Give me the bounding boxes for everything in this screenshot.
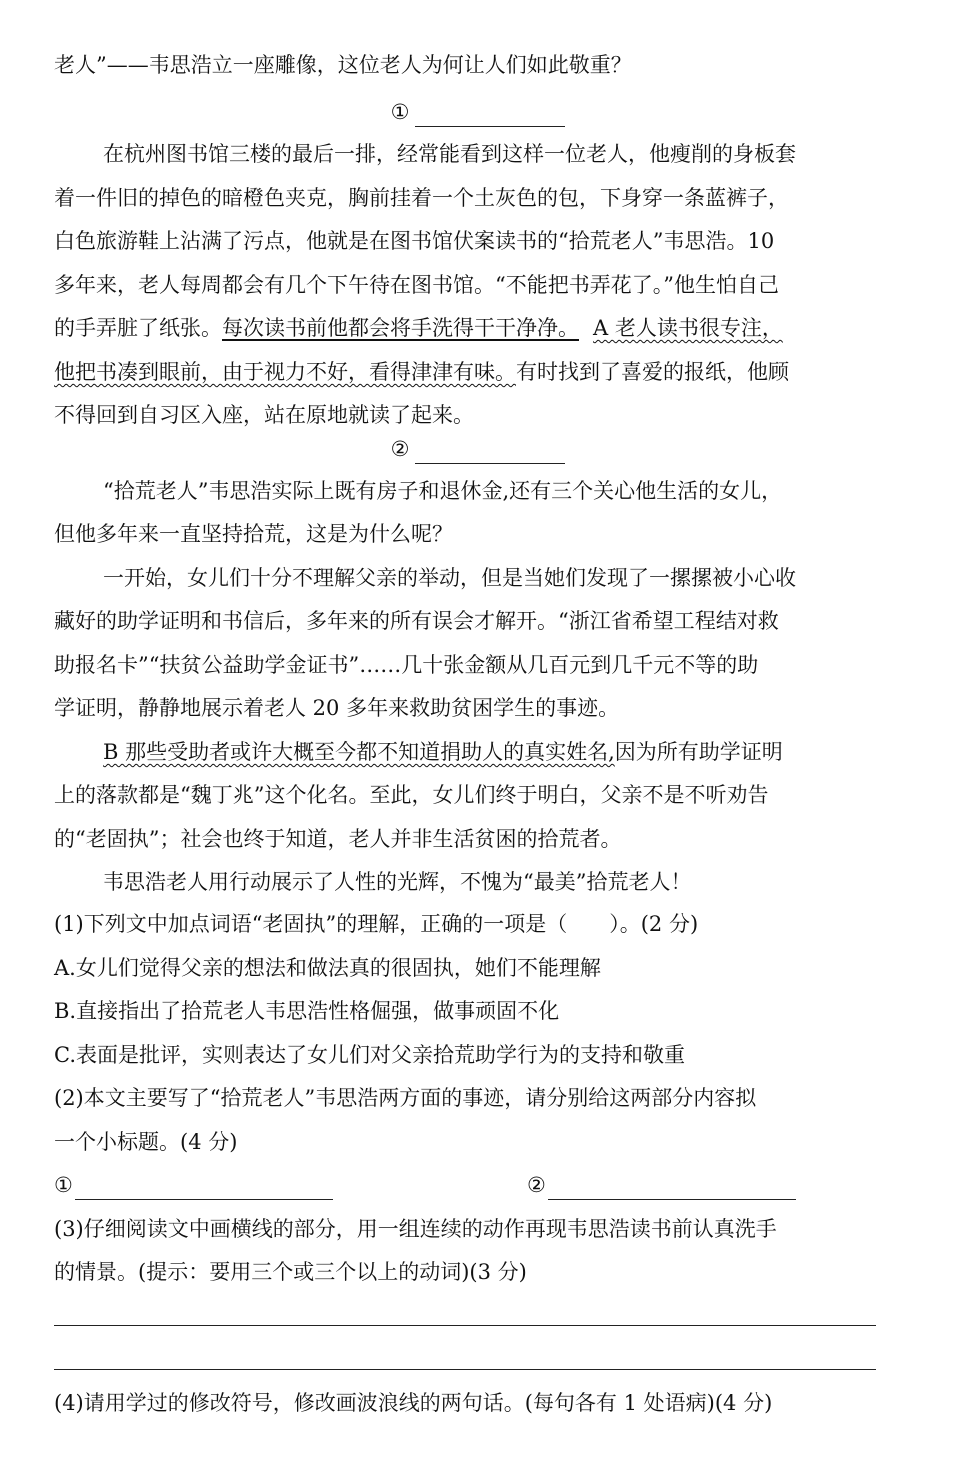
circled-marker-2: ② bbox=[390, 437, 410, 461]
wavy-sentence-a: A 老人读书很专注， bbox=[593, 316, 783, 340]
passage-line: 白色旅游鞋上沾满了污点，他就是在图书馆伏案读书的“拾荒老人”韦思浩。10 bbox=[54, 229, 775, 253]
passage-line bbox=[103, 737, 783, 767]
passage-line: “拾荒老人”韦思浩实际上既有房子和退休金,还有三个关心他生活的女儿， bbox=[103, 479, 783, 503]
question-3-cont: 的情景。(提示：要用三个或三个以上的动词)(3 分) bbox=[54, 1260, 527, 1284]
passage-line: 着一件旧的掉色的暗橙色夹克，胸前挂着一个土灰色的包，下身穿一条蓝裤子， bbox=[54, 186, 789, 210]
passage-line: 学证明，静静地展示着老人 20 多年来救助贫困学生的事迹。 bbox=[54, 696, 620, 720]
answer-line[interactable] bbox=[75, 1177, 333, 1200]
passage-line: 老人”——韦思浩立一座雕像，这位老人为何让人们如此敬重？ bbox=[54, 53, 632, 77]
answer-line[interactable] bbox=[54, 1369, 876, 1370]
circled-marker-1: ① bbox=[390, 100, 410, 124]
question-4: (4)请用学过的修改符号，修改画波浪线的两句话。(每句各有 1 处语病)(4 分) bbox=[54, 1391, 773, 1415]
question-2: (2)本文主要写了“拾荒老人”韦思浩两方面的事迹，请分别给这两部分内容拟 bbox=[54, 1086, 757, 1110]
passage-line bbox=[54, 357, 789, 387]
underlined-sentence: 每次读书前他都会将手洗得干干净净。 bbox=[222, 316, 579, 340]
passage-line: 助报名卡”“扶贫公益助学金证书”……几十张金额从几百元到几千元不等的助 bbox=[54, 653, 759, 677]
question-1-option-b[interactable]: B.直接指出了拾荒老人韦思浩性格倔强，做事顽固不化 bbox=[54, 999, 560, 1023]
subtitle-blank-2[interactable] bbox=[0, 434, 956, 464]
passage-line: 上的落款都是“魏丁兆”这个化名。至此，女儿们终于明白，父亲不是不听劝告 bbox=[54, 783, 769, 807]
passage-line: 藏好的助学证明和书信后，多年来的所有误会才解开。“浙江省希望工程结对救 bbox=[54, 609, 779, 633]
question-1-option-a[interactable]: A.女儿们觉得父亲的想法和做法真的很固执，她们不能理解 bbox=[54, 956, 601, 980]
passage-text: 的手弄脏了纸张。 bbox=[54, 316, 222, 340]
passage-text: 有时找到了喜爱的报纸，他顾 bbox=[516, 360, 789, 384]
passage-line: 一开始，女儿们十分不理解父亲的举动，但是当她们发现了一摞摞被小心收 bbox=[103, 566, 796, 590]
question-3: (3)仔细阅读文中画横线的部分，用一组连续的动作再现韦思浩读书前认真洗手 bbox=[54, 1217, 777, 1241]
question-2-cont: 一个小标题。(4 分) bbox=[54, 1130, 238, 1154]
question-1-option-c[interactable]: C.表面是批评，实则表达了女儿们对父亲拾荒助学行为的支持和敬重 bbox=[54, 1043, 685, 1067]
question-1: (1)下列文中加点词语“老固执”的理解，正确的一项是（ ）。(2 分) bbox=[54, 912, 699, 936]
circled-marker: ① bbox=[54, 1173, 73, 1197]
question-2-answer-1[interactable] bbox=[54, 1170, 333, 1200]
answer-line[interactable] bbox=[54, 1325, 876, 1326]
passage-line bbox=[54, 313, 783, 343]
wavy-sentence-b: B 那些受助者或许大概至今都不知道捐助人的真实姓名, bbox=[103, 740, 615, 764]
passage-line: 的“老固执”；社会也终于知道，老人并非生活贫困的拾荒者。 bbox=[54, 827, 622, 851]
passage-line: 在杭州图书馆三楼的最后一排，经常能看到这样一位老人，他瘦削的身板套 bbox=[103, 142, 796, 166]
subtitle-answer-line-1[interactable] bbox=[415, 104, 565, 127]
circled-marker: ② bbox=[527, 1173, 546, 1197]
passage-line: 但他多年来一直坚持拾荒，这是为什么呢？ bbox=[54, 522, 453, 546]
answer-line[interactable] bbox=[548, 1177, 796, 1200]
wavy-sentence-a-cont: 他把书凑到眼前，由于视力不好，看得津津有味。 bbox=[54, 360, 516, 384]
subtitle-blank-1[interactable] bbox=[0, 97, 956, 127]
passage-line: 韦思浩老人用行动展示了人性的光辉，不愧为“最美”拾荒老人！ bbox=[103, 870, 692, 894]
subtitle-answer-line-2[interactable] bbox=[415, 441, 565, 464]
question-2-answer-2[interactable] bbox=[527, 1170, 796, 1200]
passage-line: 不得回到自习区入座，站在原地就读了起来。 bbox=[54, 403, 474, 427]
passage-text: 因为所有助学证明 bbox=[614, 740, 783, 764]
passage-line: 多年来，老人每周都会有几个下午待在图书馆。“不能把书弄花了。”他生怕自己 bbox=[54, 273, 779, 297]
